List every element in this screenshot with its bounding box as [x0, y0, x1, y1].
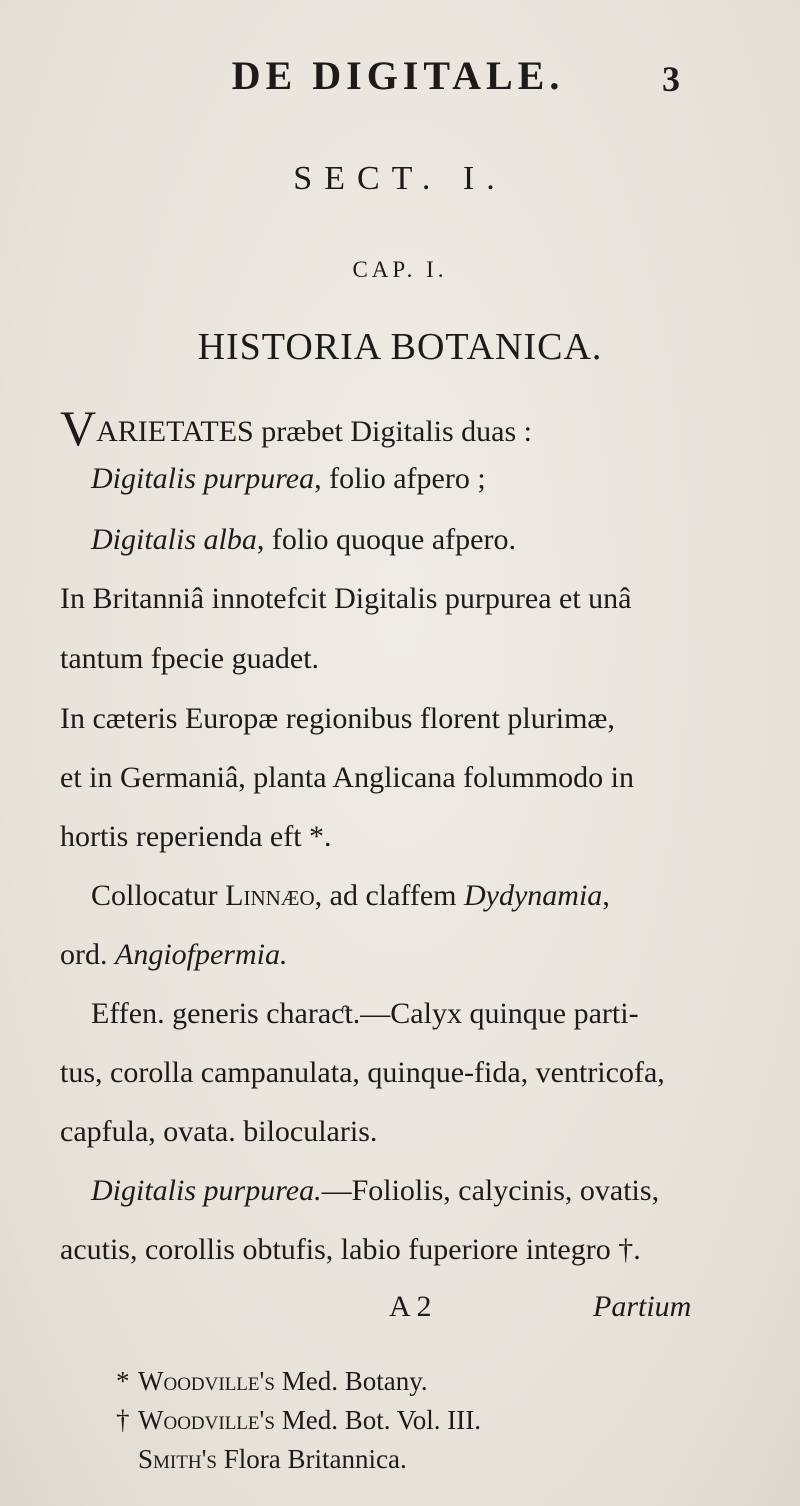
page-heading: HISTORIA BOTANICA. [197, 326, 603, 368]
page-number: 3 [662, 59, 680, 99]
body-line-3: Digitalis alba, folio quoque afpero. [91, 523, 516, 556]
body-line-4: In Britanniâ innotefcit Digitalis purpurea et unâ [60, 582, 632, 615]
body-line-8: hortis reperienda eft *. [60, 820, 332, 853]
body-line-5: tantum fpecie guadet. [60, 642, 320, 675]
running-head: DE DIGITALE. [231, 53, 565, 98]
catchword: Partium [593, 1290, 692, 1323]
body-line-13: capfula, ovata. bilocularis. [60, 1115, 378, 1148]
body-line-1: VARIETATES præbet Digitalis duas : [60, 400, 533, 456]
footnote-3: Smith's Flora Britannica. [138, 1444, 407, 1474]
body-line-12: tus, corolla campanulata, quinque-fida, ventricofa, [60, 1056, 665, 1089]
body-line-10: ord. Angiofpermia. [60, 938, 288, 971]
section-title: SECT. I. [293, 160, 507, 197]
footnote-2: † Woodville's Med. Bot. Vol. III. [116, 1405, 481, 1435]
body-line-7: et in Germaniâ, planta Anglicana folummodo in [60, 761, 635, 794]
body-line-2: Digitalis purpurea, folio afpero ; [91, 462, 486, 495]
body-line-9: Collocatur Linnæo, ad claffem Dydynamia, [91, 879, 610, 912]
body-line-11: Effen. generis charaƈt.—Calyx quinque parti- [91, 997, 639, 1030]
chapter-title: CAP. I. [352, 257, 448, 282]
body-line-15: acutis, corollis obtufis, labio fuperiore integro †. [60, 1233, 641, 1266]
footnote-1: * Woodville's Med. Botany. [116, 1366, 428, 1396]
signature-mark: A 2 [389, 1290, 432, 1323]
body-line-14: Digitalis purpurea.—Foliolis, calycinis, ovatis, [91, 1174, 660, 1207]
body-line-6: In cæteris Europæ regionibus florent plurimæ, [60, 702, 615, 735]
drop-capital: V [60, 400, 97, 456]
